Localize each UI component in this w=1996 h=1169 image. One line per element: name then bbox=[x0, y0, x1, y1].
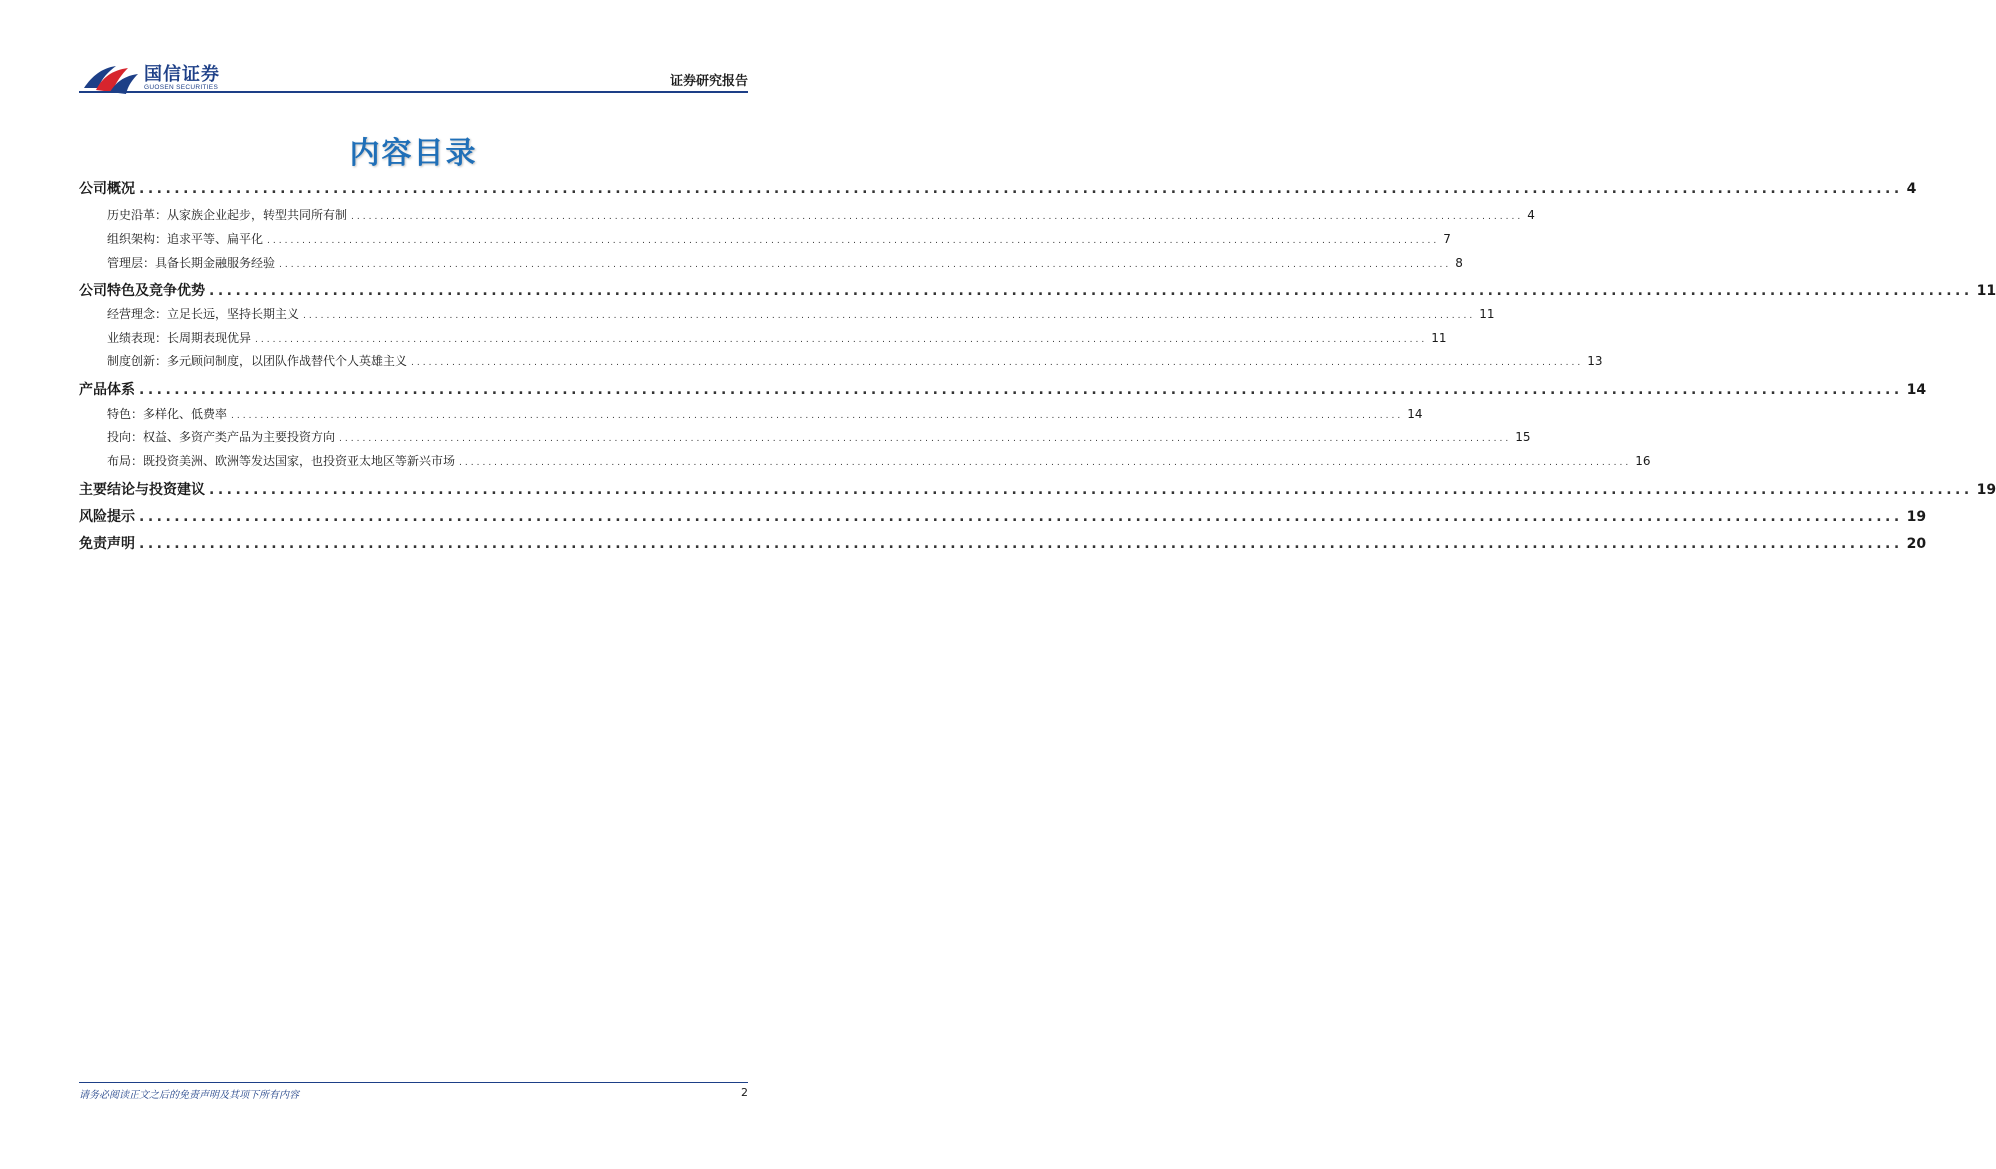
toc-dot-leader: ........................................................................................................................................................................................................ bbox=[139, 509, 1903, 525]
page-number: 2 bbox=[741, 1086, 748, 1099]
footer-disclaimer: 请务必阅读正文之后的免责声明及其项下所有内容 bbox=[79, 1090, 299, 1101]
toc-section-entry[interactable] bbox=[79, 506, 1927, 526]
toc-subsection-entry[interactable] bbox=[107, 405, 1423, 422]
toc-dot-leader: ........................................................................................................................................................................................................ bbox=[411, 358, 1584, 368]
toc-entry-page: 11 bbox=[1479, 307, 1495, 321]
toc-section-entry[interactable] bbox=[79, 178, 1917, 198]
toc-dot-leader: ........................................................................................................................................................................................................ bbox=[139, 181, 1903, 197]
toc-entry-label: 布局：既投资美洲、欧洲等发达国家，也投资亚太地区等新兴市场 bbox=[107, 454, 456, 468]
toc-entry-label: 制度创新：多元顾问制度，以团队作战替代个人英雄主义 bbox=[107, 354, 408, 368]
toc-subsection-entry[interactable] bbox=[107, 230, 1451, 247]
toc-entry-page: 4 bbox=[1906, 181, 1917, 197]
toc-dot-leader: ........................................................................................................................................................................................................ bbox=[139, 536, 1903, 552]
toc-subsection-entry[interactable] bbox=[107, 254, 1463, 271]
page-header bbox=[0, 0, 827, 100]
toc-entry-label: 特色：多样化、低费率 bbox=[107, 407, 228, 421]
toc-entry-page: 19 bbox=[1906, 509, 1927, 525]
logo-english-name: GUOSEN SECURITIES bbox=[144, 84, 219, 91]
toc-subsection-entry[interactable] bbox=[107, 452, 1651, 469]
toc-entry-label: 投向：权益、多资产类产品为主要投资方向 bbox=[107, 430, 336, 444]
footer-divider bbox=[79, 1082, 748, 1083]
toc-entry-label: 历史沿革：从家族企业起步，转型共同所有制 bbox=[107, 208, 348, 222]
toc-dot-leader: ........................................................................................................................................................................................................ bbox=[139, 382, 1903, 398]
toc-subsection-entry[interactable] bbox=[107, 206, 1535, 223]
toc-dot-leader: ........................................................................................................................................................................................................ bbox=[351, 212, 1524, 222]
toc-subsection-entry[interactable] bbox=[107, 352, 1603, 369]
toc-section-entry[interactable] bbox=[79, 379, 1927, 399]
toc-entry-label: 管理层：具备长期金融服务经验 bbox=[107, 256, 276, 270]
toc-entry-label: 组织架构：追求平等、扁平化 bbox=[107, 232, 264, 246]
toc-entry-label: 公司特色及竞争优势 bbox=[79, 283, 205, 299]
toc-entry-page: 14 bbox=[1407, 407, 1423, 421]
toc-entry-page: 19 bbox=[1976, 482, 1996, 498]
toc-entry-page: 8 bbox=[1455, 256, 1463, 270]
toc-entry-label: 免责声明 bbox=[79, 536, 135, 552]
toc-section-entry[interactable] bbox=[79, 533, 1927, 553]
toc-subsection-entry[interactable] bbox=[107, 428, 1531, 445]
toc-dot-leader: ........................................................................................................................................................................................................ bbox=[303, 311, 1476, 321]
toc-entry-label: 主要结论与投资建议 bbox=[79, 482, 205, 498]
toc-entry-page: 4 bbox=[1527, 208, 1535, 222]
logo-chinese-name: 国信证券 bbox=[144, 64, 220, 85]
toc-entry-page: 15 bbox=[1515, 430, 1531, 444]
toc-section-entry[interactable] bbox=[79, 280, 1996, 300]
toc-entry-page: 7 bbox=[1443, 232, 1451, 246]
toc-dot-leader: ........................................................................................................................................................................................................ bbox=[255, 335, 1428, 345]
toc-entry-label: 产品体系 bbox=[79, 382, 135, 398]
toc-entry-page: 11 bbox=[1976, 283, 1996, 299]
toc-entry-label: 经营理念：立足长远，坚持长期主义 bbox=[107, 307, 300, 321]
toc-dot-leader: ........................................................................................................................................................................................................ bbox=[267, 236, 1440, 246]
toc-dot-leader: ........................................................................................................................................................................................................ bbox=[231, 411, 1404, 421]
toc-entry-page: 20 bbox=[1906, 536, 1927, 552]
toc-subsection-entry[interactable] bbox=[107, 329, 1447, 346]
toc-dot-leader: ........................................................................................................................................................................................................ bbox=[339, 434, 1512, 444]
toc-entry-label: 风险提示 bbox=[79, 509, 135, 525]
toc-dot-leader: ........................................................................................................................................................................................................ bbox=[209, 283, 1973, 299]
toc-entry-page: 16 bbox=[1635, 454, 1651, 468]
header-divider bbox=[79, 91, 748, 93]
toc-dot-leader: ........................................................................................................................................................................................................ bbox=[279, 260, 1452, 270]
toc-entry-page: 13 bbox=[1587, 354, 1603, 368]
toc-entry-page: 14 bbox=[1906, 382, 1927, 398]
report-type-label: 证券研究报告 bbox=[669, 74, 748, 89]
toc-entry-label: 业绩表现：长周期表现优异 bbox=[107, 331, 252, 345]
toc-section-entry[interactable] bbox=[79, 479, 1996, 499]
toc-entry-page: 11 bbox=[1431, 331, 1447, 345]
toc-dot-leader: ........................................................................................................................................................................................................ bbox=[209, 482, 1973, 498]
toc-subsection-entry[interactable] bbox=[107, 305, 1495, 322]
toc-title: 内容目录 bbox=[349, 136, 478, 171]
toc-entry-label: 公司概况 bbox=[79, 181, 135, 197]
toc-dot-leader: ........................................................................................................................................................................................................ bbox=[459, 458, 1632, 468]
